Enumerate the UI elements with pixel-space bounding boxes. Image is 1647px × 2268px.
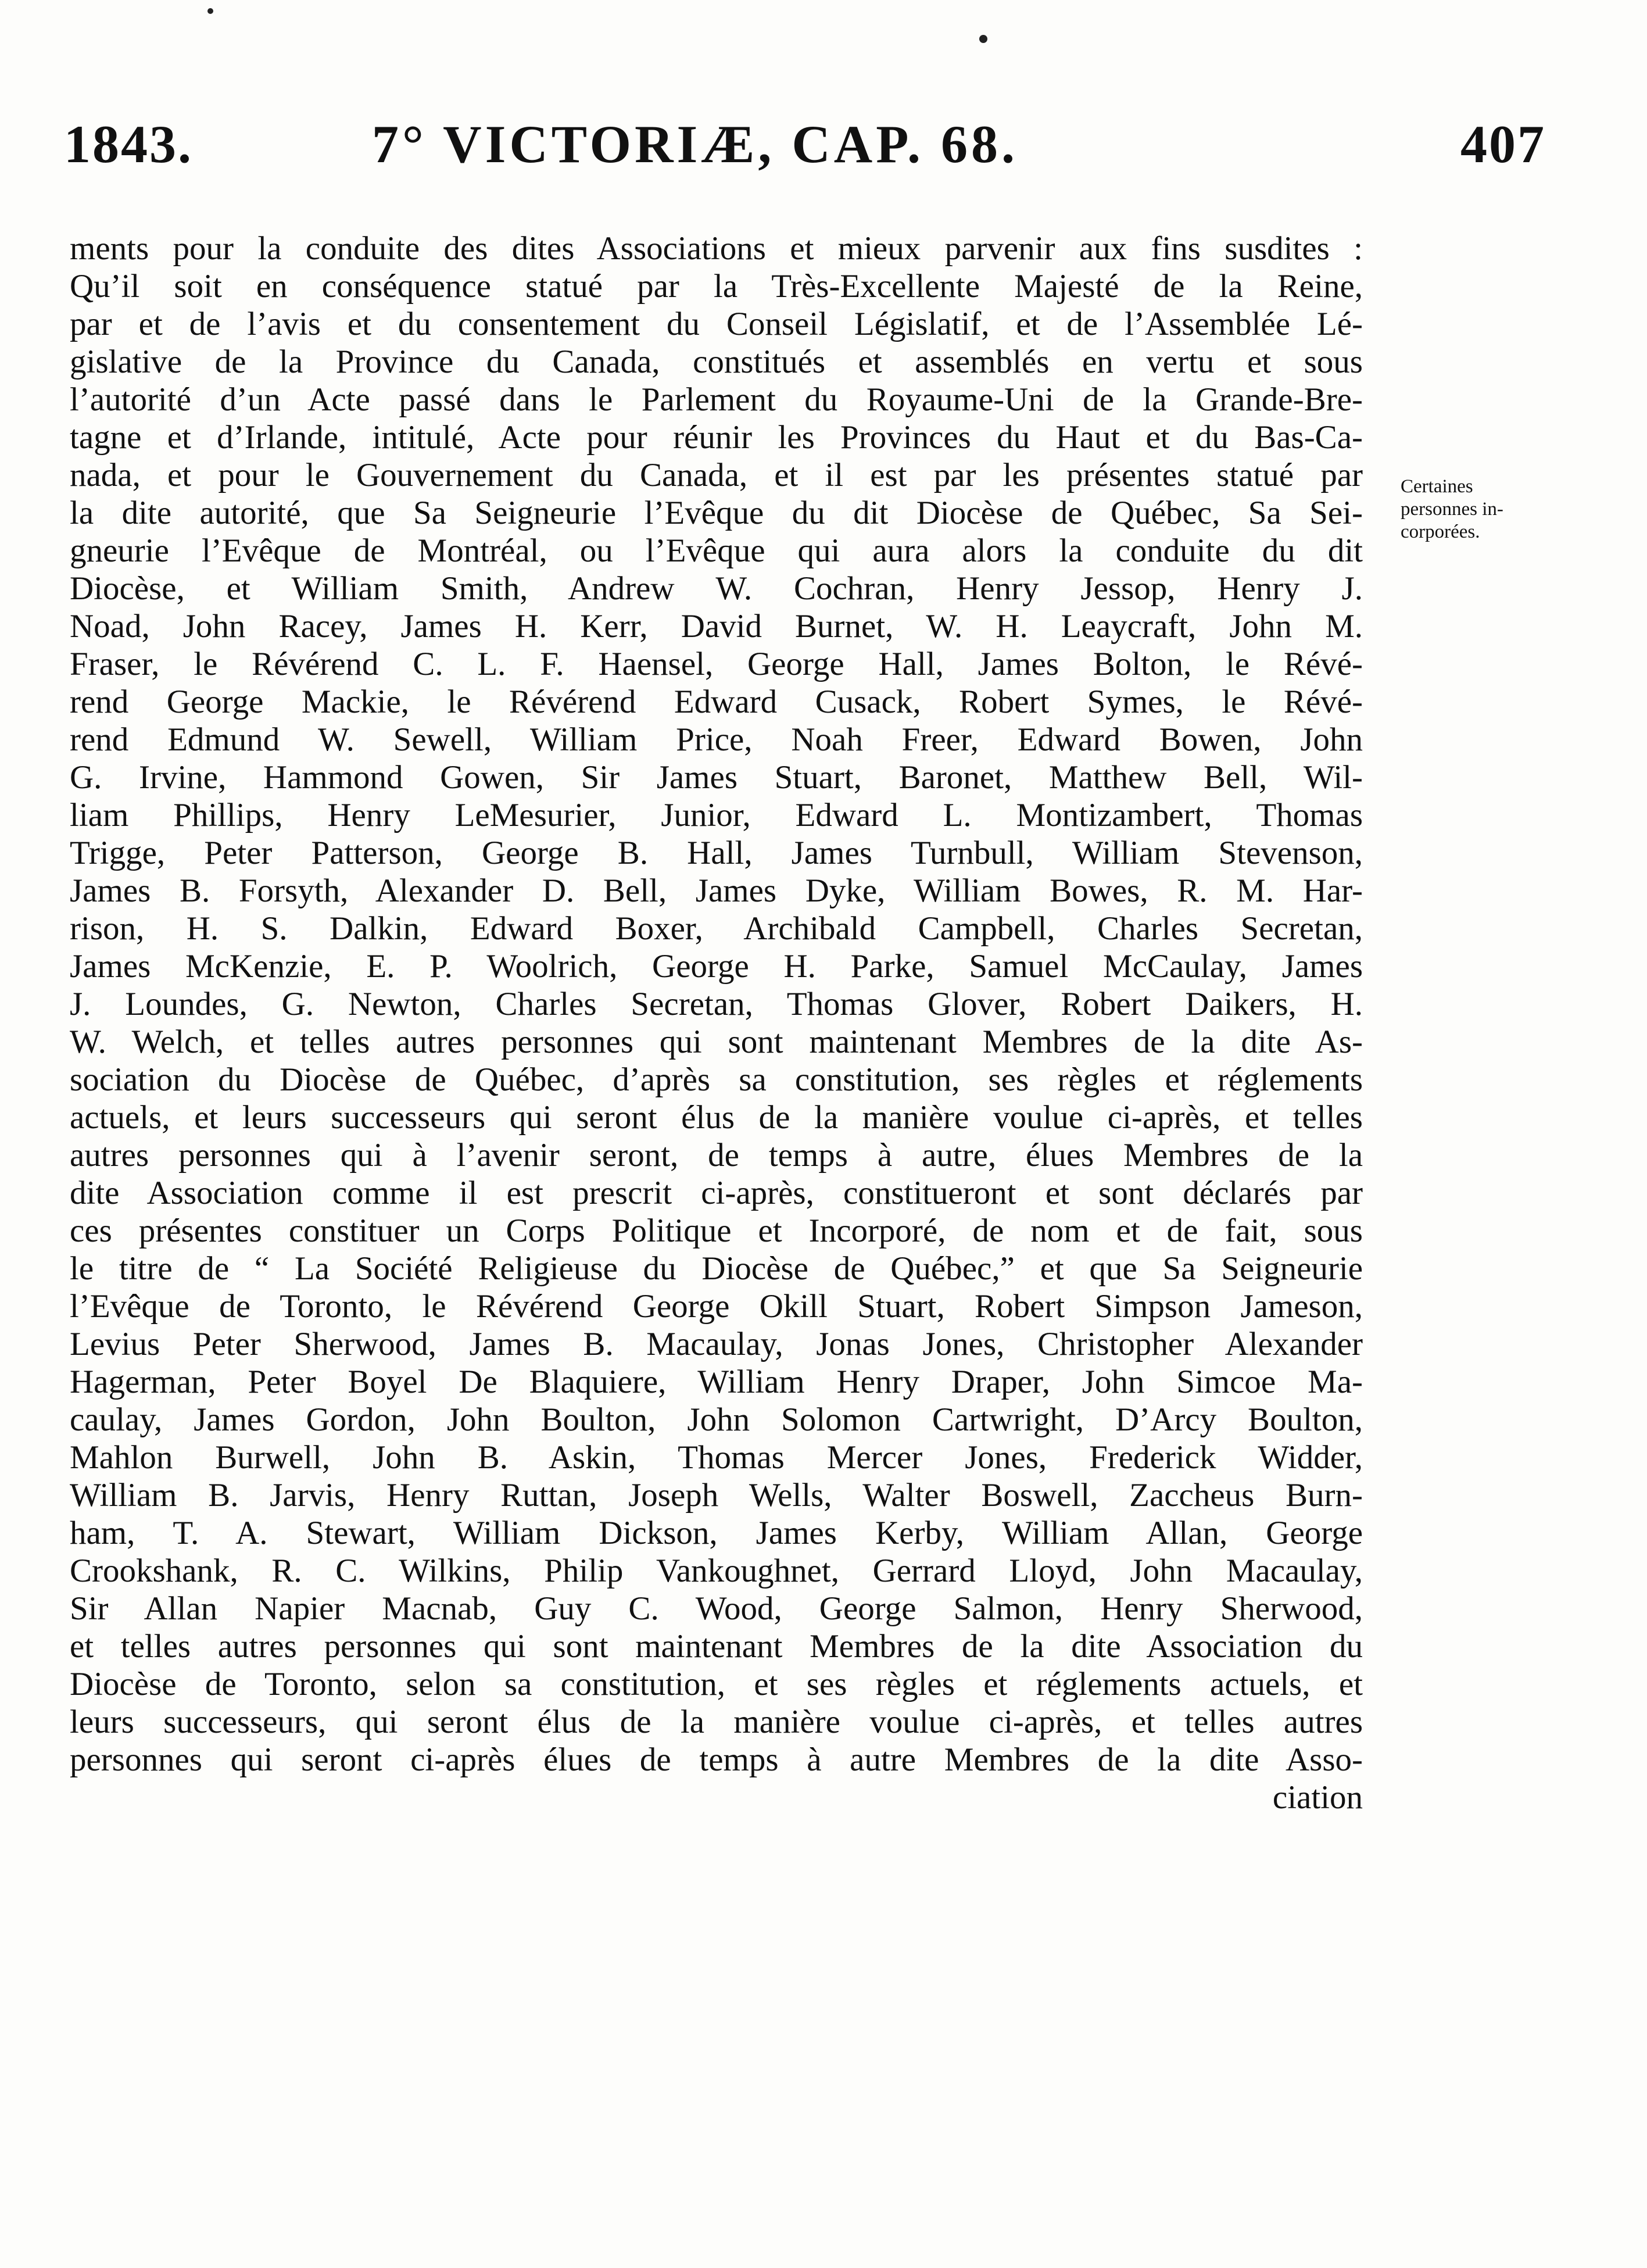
text-line: gislative de la Province du Canada, constitués et assemblés en vertu et sous — [70, 344, 1363, 380]
text-line: par et de l’avis et du consentement du Conseil Législatif, et de l’Assemblée Lé- — [70, 306, 1363, 342]
text-line: tagne et d’Irlande, intitulé, Acte pour réunir les Provinces du Haut et du Bas-Ca- — [70, 419, 1363, 456]
margin-note-line: personnes in- — [1401, 499, 1503, 520]
page-number: 407 — [1460, 115, 1546, 174]
text-line: gneurie l’Evêque de Montréal, ou l’Evêque qui aura alors la conduite du dit — [70, 532, 1363, 569]
text-line: J. Loundes, G. Newton, Charles Secretan, Thomas Glover, Robert Daikers, H. — [70, 986, 1363, 1022]
body-text — [70, 230, 1363, 1816]
text-line: W. Welch, et telles autres personnes qui sont maintenant Membres de la dite As- — [70, 1024, 1363, 1060]
text-line: Diocèse, et William Smith, Andrew W. Cochran, Henry Jessop, Henry J. — [70, 570, 1363, 607]
header-year: 1843. — [64, 115, 193, 174]
text-line: James McKenzie, E. P. Woolrich, George H. Parke, Samuel McCaulay, James — [70, 948, 1363, 985]
text-line: caulay, James Gordon, John Boulton, John Solomon Cartwright, D’Arcy Boulton, — [70, 1401, 1363, 1438]
text-line: James B. Forsyth, Alexander D. Bell, James Dyke, William Bowes, R. M. Har- — [70, 872, 1363, 909]
ink-speck — [207, 8, 213, 14]
text-line: Fraser, le Révérend C. L. F. Haensel, George Hall, James Bolton, le Révé- — [70, 646, 1363, 682]
text-line: l’Evêque de Toronto, le Révérend George Okill Stuart, Robert Simpson Jameson, — [70, 1288, 1363, 1325]
text-line: le titre de “ La Société Religieuse du Diocèse de Québec,” et que Sa Seigneurie — [70, 1250, 1363, 1287]
text-line: William B. Jarvis, Henry Ruttan, Joseph Wells, Walter Boswell, Zaccheus Burn- — [70, 1477, 1363, 1514]
text-line: autres personnes qui à l’avenir seront, de temps à autre, élues Membres de la — [70, 1137, 1363, 1174]
text-line: sociation du Diocèse de Québec, d’après sa constitution, ses règles et réglements — [70, 1061, 1363, 1098]
text-line: la dite autorité, que Sa Seigneurie l’Evêque du dit Diocèse de Québec, Sa Sei- — [70, 495, 1363, 531]
text-line: ments pour la conduite des dites Associations et mieux parvenir aux fins susdites : — [70, 230, 1363, 267]
text-line: Noad, John Racey, James H. Kerr, David Burnet, W. H. Leaycraft, John M. — [70, 608, 1363, 645]
text-line: ham, T. A. Stewart, William Dickson, James Kerby, William Allan, George — [70, 1515, 1363, 1551]
text-line: personnes qui seront ci-après élues de temps à autre Membres de la dite Asso- — [70, 1741, 1363, 1778]
catchword: ciation — [1272, 1779, 1363, 1816]
text-line: l’autorité d’un Acte passé dans le Parlement du Royaume-Uni de la Grande-Bre- — [70, 381, 1363, 418]
text-line: ces présentes constituer un Corps Politique et Incorporé, de nom et de fait, sous — [70, 1212, 1363, 1249]
margin-note-line: Certaines — [1401, 476, 1473, 497]
text-line: et telles autres personnes qui sont maintenant Membres de la dite Association du — [70, 1628, 1363, 1665]
text-line: actuels, et leurs successeurs qui seront élus de la manière voulue ci-après, et telles — [70, 1099, 1363, 1136]
text-line: Sir Allan Napier Macnab, Guy C. Wood, George Salmon, Henry Sherwood, — [70, 1590, 1363, 1627]
text-line: Trigge, Peter Patterson, George B. Hall, James Turnbull, William Stevenson, — [70, 835, 1363, 871]
text-line: Hagerman, Peter Boyel De Blaquiere, William Henry Draper, John Simcoe Ma- — [70, 1364, 1363, 1400]
text-line: G. Irvine, Hammond Gowen, Sir James Stuart, Baronet, Matthew Bell, Wil- — [70, 759, 1363, 796]
text-line: Mahlon Burwell, John B. Askin, Thomas Mercer Jones, Frederick Widder, — [70, 1439, 1363, 1476]
text-line: Diocèse de Toronto, selon sa constitution, et ses règles et réglements actuels, et — [70, 1666, 1363, 1702]
text-line: Crookshank, R. C. Wilkins, Philip Vankoughnet, Gerrard Lloyd, John Macaulay, — [70, 1552, 1363, 1589]
text-line: nada, et pour le Gouvernement du Canada, et il est par les présentes statué par — [70, 457, 1363, 493]
text-line: leurs successeurs, qui seront élus de la manière voulue ci-après, et telles autres — [70, 1704, 1363, 1740]
text-line: rend Edmund W. Sewell, William Price, Noah Freer, Edward Bowen, John — [70, 721, 1363, 758]
running-header — [64, 113, 1546, 201]
header-title: 7° VICTORIÆ, CAP. 68. — [372, 115, 1018, 174]
text-line: dite Association comme il est prescrit ci-après, constitueront et sont déclarés par — [70, 1175, 1363, 1211]
text-line: Levius Peter Sherwood, James B. Macaulay, Jonas Jones, Christopher Alexander — [70, 1326, 1363, 1362]
margin-note-line: corporées. — [1401, 521, 1480, 542]
ink-speck — [979, 35, 987, 43]
margin-note — [1401, 475, 1575, 543]
text-line: liam Phillips, Henry LeMesurier, Junior, Edward L. Montizambert, Thomas — [70, 797, 1363, 833]
text-line: Qu’il soit en conséquence statué par la Très-Excellente Majesté de la Reine, — [70, 268, 1363, 305]
text-line: rison, H. S. Dalkin, Edward Boxer, Archibald Campbell, Charles Secretan, — [70, 910, 1363, 947]
text-line: rend George Mackie, le Révérend Edward Cusack, Robert Symes, le Révé- — [70, 684, 1363, 720]
